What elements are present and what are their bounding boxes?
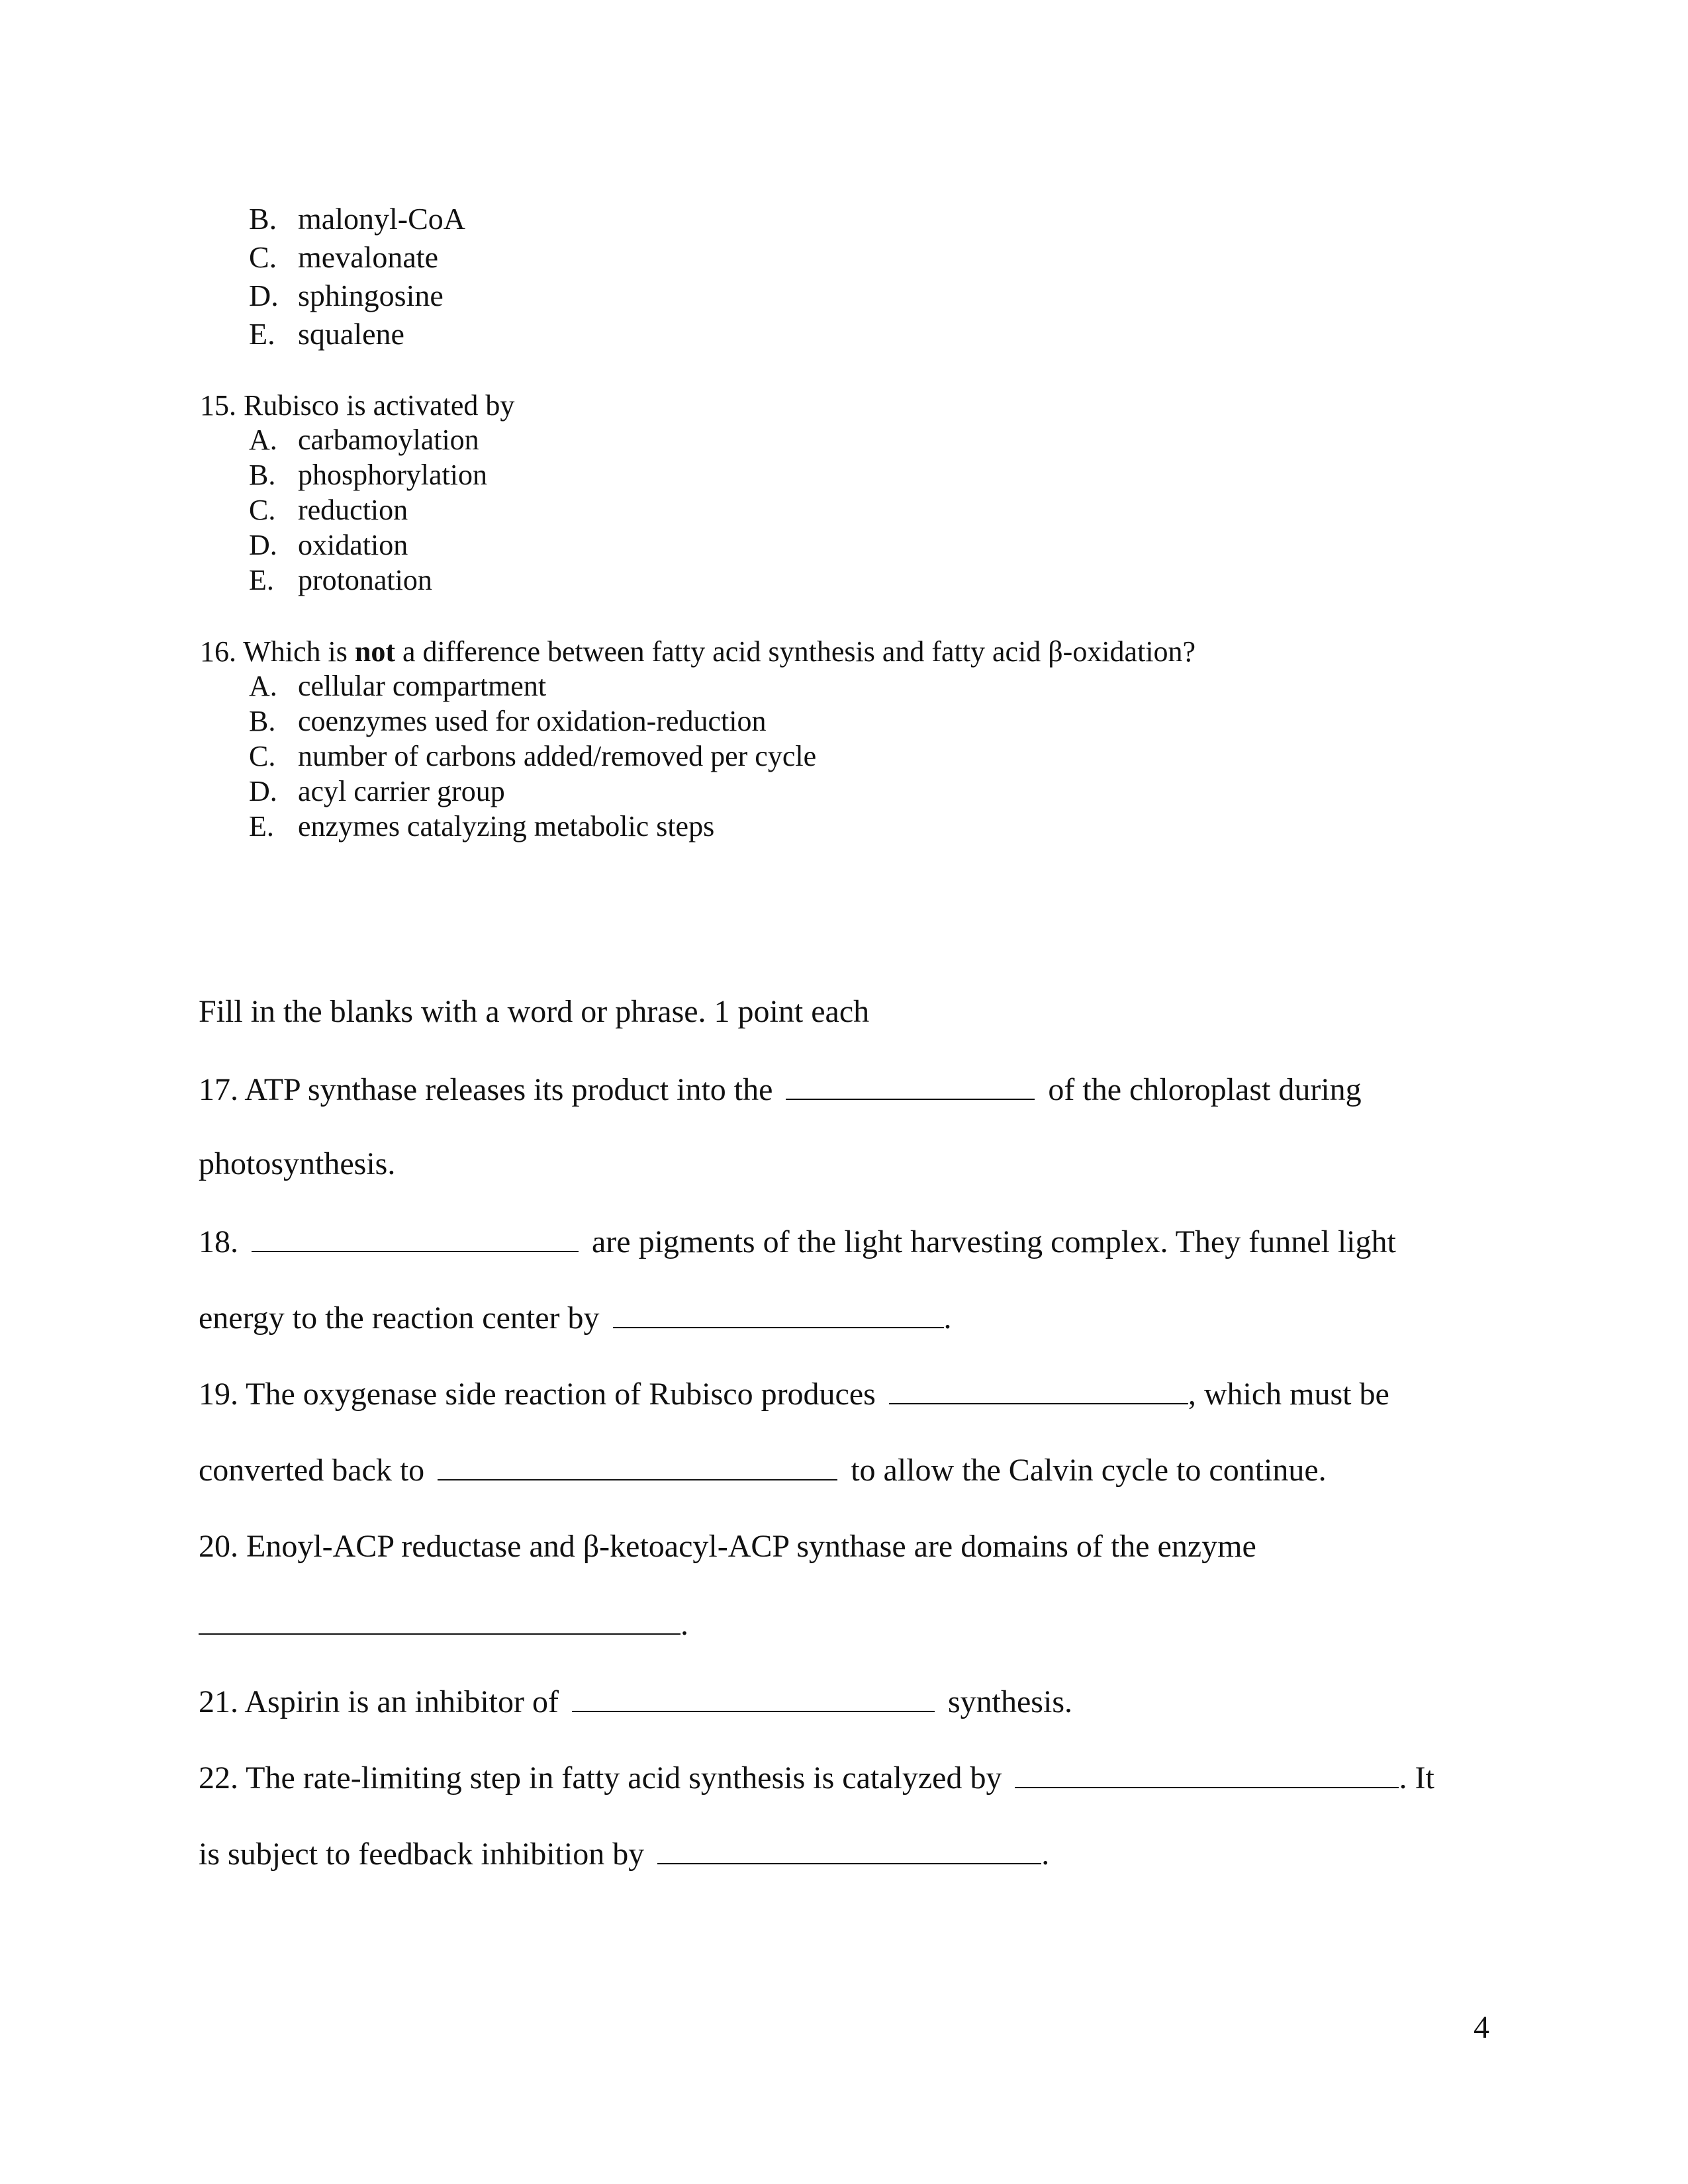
option-letter: D. xyxy=(249,529,277,561)
q18-text-c: energy to the reaction center by xyxy=(199,1300,600,1336)
option-text: protonation xyxy=(298,564,432,596)
q16-option-c xyxy=(249,742,816,771)
q22-text-a: 22. The rate-limiting step in fatty acid synthesis is catalyzed by xyxy=(199,1760,1002,1796)
q16-stem xyxy=(200,637,1196,666)
q15-stem: 15. Rubisco is activated by xyxy=(200,389,515,422)
option-letter: E. xyxy=(249,810,274,842)
q20-text-a: 20. Enoyl-ACP reductase and β-ketoacyl-ACP synthase are domains of the enzyme xyxy=(199,1529,1256,1564)
q16-option-b xyxy=(249,707,766,736)
q22-blank-2[interactable] xyxy=(657,1837,1041,1864)
q15-option-d xyxy=(249,531,408,560)
option-letter: A. xyxy=(249,670,277,702)
q14-option-b xyxy=(249,204,465,234)
q21-line xyxy=(199,1684,1072,1718)
q19-text-a: 19. The oxygenase side reaction of Rubisco produces xyxy=(199,1377,876,1412)
q16-option-a xyxy=(249,672,546,701)
q14-option-d xyxy=(249,281,444,311)
option-letter: C. xyxy=(249,494,276,526)
q15-option-a xyxy=(249,426,479,455)
q18-period: . xyxy=(943,1300,952,1336)
q18-blank-1[interactable] xyxy=(252,1224,579,1252)
q22-line1 xyxy=(199,1760,1434,1794)
option-text: malonyl-CoA xyxy=(298,202,465,236)
option-letter: E. xyxy=(249,564,274,596)
q20-period: . xyxy=(680,1607,688,1642)
q19-blank-1[interactable] xyxy=(889,1377,1188,1404)
q22-text-b: . It xyxy=(1399,1760,1434,1796)
q17-text-b: of the chloroplast during xyxy=(1048,1072,1362,1107)
option-letter: B. xyxy=(249,459,276,491)
fill-section-title: Fill in the blanks with a word or phrase. 1 point each xyxy=(199,994,870,1029)
option-letter: E. xyxy=(249,317,275,351)
q22-period: . xyxy=(1041,1837,1050,1872)
page-number: 4 xyxy=(1474,2010,1489,2045)
q17-text-c: photosynthesis. xyxy=(199,1146,396,1181)
option-text: reduction xyxy=(298,494,408,526)
q18-text-b: are pigments of the light harvesting complex. They funnel light xyxy=(592,1224,1396,1259)
option-letter: D. xyxy=(249,775,277,807)
option-text: number of carbons added/removed per cycle xyxy=(298,740,817,772)
q16-stem-end: a difference between fatty acid synthesis and fatty acid β-oxidation? xyxy=(395,635,1196,668)
option-text: carbamoylation xyxy=(298,424,479,456)
q15-option-e xyxy=(249,566,432,595)
q20-blank[interactable] xyxy=(199,1607,680,1635)
q22-blank-1[interactable] xyxy=(1015,1760,1399,1788)
option-text: phosphorylation xyxy=(298,459,487,491)
option-text: coenzymes used for oxidation-reduction xyxy=(298,705,767,737)
option-text: cellular compartment xyxy=(298,670,547,702)
q22-text-c: is subject to feedback inhibition by xyxy=(199,1837,645,1872)
option-letter: B. xyxy=(249,705,276,737)
q18-blank-2[interactable] xyxy=(613,1300,944,1328)
q19-text-c: converted back to xyxy=(199,1453,425,1488)
q22-line2 xyxy=(199,1837,1049,1870)
q14-option-c xyxy=(249,242,438,273)
q17-text-a: 17. ATP synthase releases its product into the xyxy=(199,1072,773,1107)
option-text: acyl carrier group xyxy=(298,775,505,807)
option-letter: D. xyxy=(249,279,279,312)
q15-option-b xyxy=(249,461,487,490)
option-text: squalene xyxy=(298,317,404,351)
option-text: oxidation xyxy=(298,529,408,561)
q16-stem-start: 16. Which is xyxy=(200,635,355,668)
option-text: sphingosine xyxy=(298,279,444,312)
q18-line2 xyxy=(199,1300,952,1334)
q19-blank-2[interactable] xyxy=(438,1453,837,1480)
q19-text-b: , which must be xyxy=(1188,1377,1389,1412)
option-text: mevalonate xyxy=(298,240,439,274)
option-letter: A. xyxy=(249,424,277,456)
option-text: enzymes catalyzing metabolic steps xyxy=(298,810,715,842)
q16-stem-emphasis: not xyxy=(354,635,395,668)
q19-line2 xyxy=(199,1453,1327,1486)
q16-option-d xyxy=(249,777,505,806)
q21-text-b: synthesis. xyxy=(947,1684,1072,1719)
q18-line1 xyxy=(199,1224,1396,1258)
q16-option-e xyxy=(249,812,714,841)
q19-text-d: to allow the Calvin cycle to continue. xyxy=(851,1453,1327,1488)
option-letter: C. xyxy=(249,240,277,274)
option-letter: C. xyxy=(249,740,276,772)
q15-option-c xyxy=(249,496,408,525)
q18-number: 18. xyxy=(199,1224,238,1259)
q14-option-e xyxy=(249,319,404,349)
q19-line1 xyxy=(199,1377,1389,1410)
q20-line2 xyxy=(199,1607,688,1641)
q17-blank[interactable] xyxy=(786,1072,1035,1100)
q21-text-a: 21. Aspirin is an inhibitor of xyxy=(199,1684,559,1719)
q17-line1 xyxy=(199,1072,1362,1106)
option-letter: B. xyxy=(249,202,277,236)
q21-blank[interactable] xyxy=(572,1684,935,1712)
